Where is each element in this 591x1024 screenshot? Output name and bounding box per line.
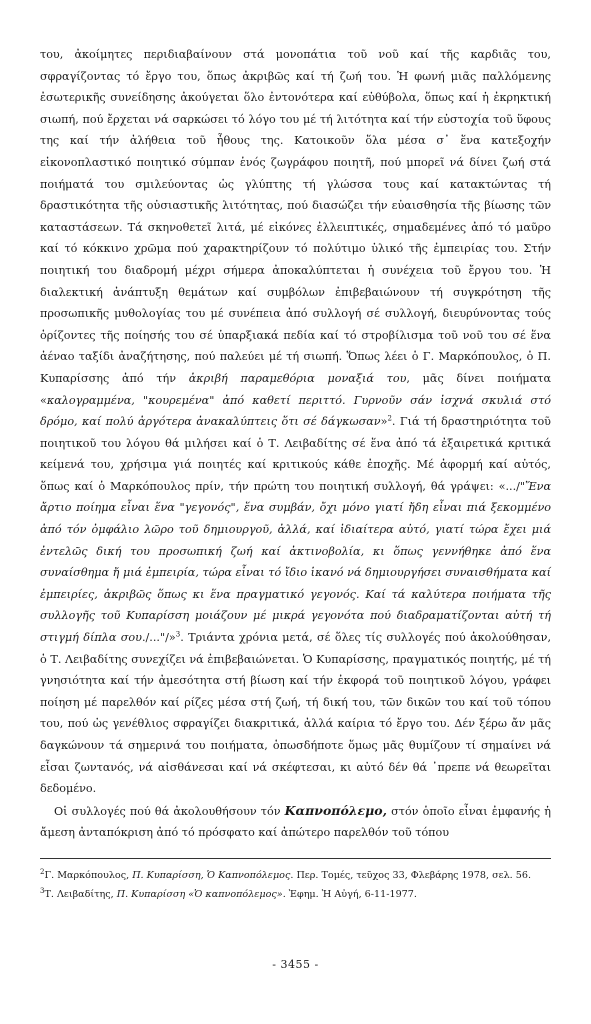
footnote-separator: [40, 858, 551, 859]
paragraph-2: [40, 800, 551, 844]
text-span: . Περ. Τομές, τεῦχος 33, Φλεβάρης 1978, σελ. 56.: [290, 869, 532, 881]
text-span: . Γιά τή δραστηριότητα τοῦ ποιητικοῦ του λόγου θά μιλήσει καί ὁ Τ. Λειβαδίτης σέ ἕνα ἀπό τά ἐξαιρετικά κριτικά κείμενά του, χρήσιμα γιά ποιητές καί κριτικούς κάθε ἐποχῆς. Μέ ἀφορμή καί αὐτός, ὅπως καί ὁ Μαρκόπουλος πρίν, τήν πρώτη του ποιητική συλλογή, θά γράψει: «.../": [40, 415, 551, 493]
footnote-ref: 3: [175, 630, 181, 639]
page-number: - 3455 -: [272, 958, 319, 971]
text-span: Τ. Λειβαδίτης,: [44, 888, 117, 900]
text-span: . Τριάντα χρόνια μετά, σέ ὅλες τίς συλλογές πού ἀκολούθησαν, ὁ Τ. Λειβαδίτης συνεχίζει νά ἐπιβεβαιώνεται. Ὁ Κυπαρίσσης, πραγματικός ποιητής, μέ τή γνησιότητα καί τήν ἀμεσότητα στή βίωση καί τήν ἐκφορά τοῦ ποιητικοῦ λόγου, γράφει ποίηση μέ παρελθόν καί ρίζες μέσα στή ζωή, τή δική του, τῶν δικῶν του καί τοῦ τόπου του, πού ὡς γενέθλιος σφραγίζει διακριτικά, ἀλλά καίρια τό ἔργο του. Δέν ξέρω ἄν μᾶς δαγκώνουν τά σημερινά του ποιήματα, ὁπωσδήποτε ὅμως μᾶς θυμίζουν τί σημαίνει νά εἶσαι ζωντανός, νά αἰσθάνεσαι καί νά σκέφτεσαι, κι αὐτό δέν θά ᾽πρεπε νά θεωρεῖται δεδομένο.: [40, 631, 552, 796]
italic-span: Π. Κυπαρίσση, Ὁ Καπνοπόλεμος: [132, 869, 291, 881]
footnote-ref: 2: [40, 867, 45, 876]
text-span: Γ. Μαρκόπουλος,: [44, 869, 133, 881]
text-span: ./..."/»: [141, 631, 176, 645]
italic-span: Ἕνα ἄρτιο ποίημα εἶναι ἕνα "γεγονός", ἕνα συμβάν, ὄχι μόνο γιατί ἤδη εἶναι πιά ξεκομμένο ἀπό τόν ὀμφάλιο λῶρο τοῦ δημιουργοῦ, ἀλλά, καί ἰδιαίτερα αὐτό, γιατί τώρα ἔχει μιά ἐντελῶς δική του προσωπική ζωή καί ἀκτινοβολία, κι ὅπως γεννήθηκε ἀπό ἕνα συναίσθημα ἤ μιά ἐμπειρία, τώρα εἶναι τό ἴδιο ἱκανό νά δημιουργήσει συναισθήματα καί ἐμπειρίες, ἀκριβῶς ὅπως κι ἕνα πραγματικό γεγονός. Καί τά καλύτερα ποιήματα τῆς συλλογῆς τοῦ Κυπαρίσση μοιάζουν μέ μικρά γεγονότα πού διαδραματίζονται αὐτή τή στιγμή δίπλα σου: [40, 479, 551, 645]
text-span: . Ἐφημ. Ἡ Αὐγή, 6-11-1977.: [282, 888, 417, 900]
bold-italic-span: Καπνοπόλεμο,: [284, 802, 387, 818]
text-span: Οἱ συλλογές πού θά ἀκολουθήσουν τόν: [54, 804, 285, 818]
text-span: »: [380, 415, 388, 429]
text-span: , μᾶς δίνει ποιήματα «: [40, 371, 551, 407]
italic-span: ἀκριβή παραμεθόρια μοναξιά του: [188, 371, 407, 385]
text-span: του, ἀκοίμητες περιδιαβαίνουν στά μονοπάτια τοῦ νοῦ καί τῆς καρδιᾶς του, σφραγίζοντας τό ἔργο του, ὅπως ἀκριβῶς καί τή ζωή του. Ἡ φωνή μιᾶς παλλόμενης ἐσωτερικῆς συνείδησης ἀκούγεται ὅλο ἐντονότερα καί εὐθύβολα, ὅπως καί ἡ ἐκρηκτική σιωπή, πού ἔρχεται νά σαρκώσει τό λόγο του μέ τή λιτότητα καί τήν εὐστοχία τοῦ ὕφους της καί τήν ἀλήθεια τοῦ ἦθους της. Κατοικοῦν ὅλα μέσα σ᾽ ἕνα κατεξοχήν εἰκονοπλαστικό ποιητικό σύμπαν ἑνός ζωγράφου ποιητῆ, πού μπορεῖ νά δίνει ζωή στά ποιήματά του σμιλεύοντας ὡς γλύπτης τή γλώσσα τους καί κατακτώντας τή δραστικότητα τῆς οὐσιαστικῆς λιτότητας, πού διασώζει τήν εὐαισθησία τῆς βίωσης τῶν καταστάσεων. Τά σκηνοθετεῖ λιτά, μέ εἰκόνες ἐλλειπτικές, σημαδεμένες ἀπό τό μαῦρο καί τό κόκκινο χρῶμα πού χαρακτηρίζουν τό πολύτιμο ὑλικό τῆς ἐμπειρίας του. Στήν ποιητική του διαδρομή μέχρι σήμερα ἀποκαλύπτεται ἡ συνέχεια τοῦ ἔργου του. Ἡ διαλεκτική ἀνάπτυξη θεμάτων καί συμβόλων ἐπιβεβαιώνουν τή συγκρότηση τῆς προσωπικῆς μυθολογίας του μέ συνέπεια ἀπό συλλογή σέ συλλογή, διευρύνοντας τούς ὁρίζοντες τῆς ποίησής του σέ ὑπαρξιακά πεδία καί τό στροβίλισμα τοῦ νοῦ του σέ ἕνα ἀέναο ταξίδι ἀναζήτησης, πού παλεύει μέ τή σιωπή. Ὅπως λέει ὁ Γ. Μαρκόπουλος, ὁ Π. Κυπαρίσσης ἀπό τήν: [40, 48, 551, 385]
italic-span: Π. Κυπαρίσση «Ὁ καπνοπόλεμος»: [116, 888, 283, 900]
body-text: [40, 44, 551, 844]
footnote-2: [40, 886, 551, 903]
footnotes: [40, 867, 551, 903]
footnote-1: [40, 867, 551, 884]
page-content: [40, 44, 551, 905]
text-span: στόν ὁποῖο εἶναι ἐμφανής ἡ ἄμεση ἀνταπόκριση ἀπό τό πρόσφατο καί ἀπώτερο παρελθόν τοῦ τόπου: [40, 804, 551, 840]
italic-span: καλογραμμένα, "κουρεμένα" ἀπό καθετί περιττό. Γυρνοῦν σάν ἰσχνά σκυλιά στό δρόμο, καί πολύ ἀργότερα ἀνακαλύπτεις ὅτι σέ δάγκωσαν: [40, 393, 551, 429]
footnote-ref: 2: [387, 414, 392, 423]
paragraph-1: [40, 44, 551, 800]
footnote-ref: 3: [40, 886, 45, 895]
